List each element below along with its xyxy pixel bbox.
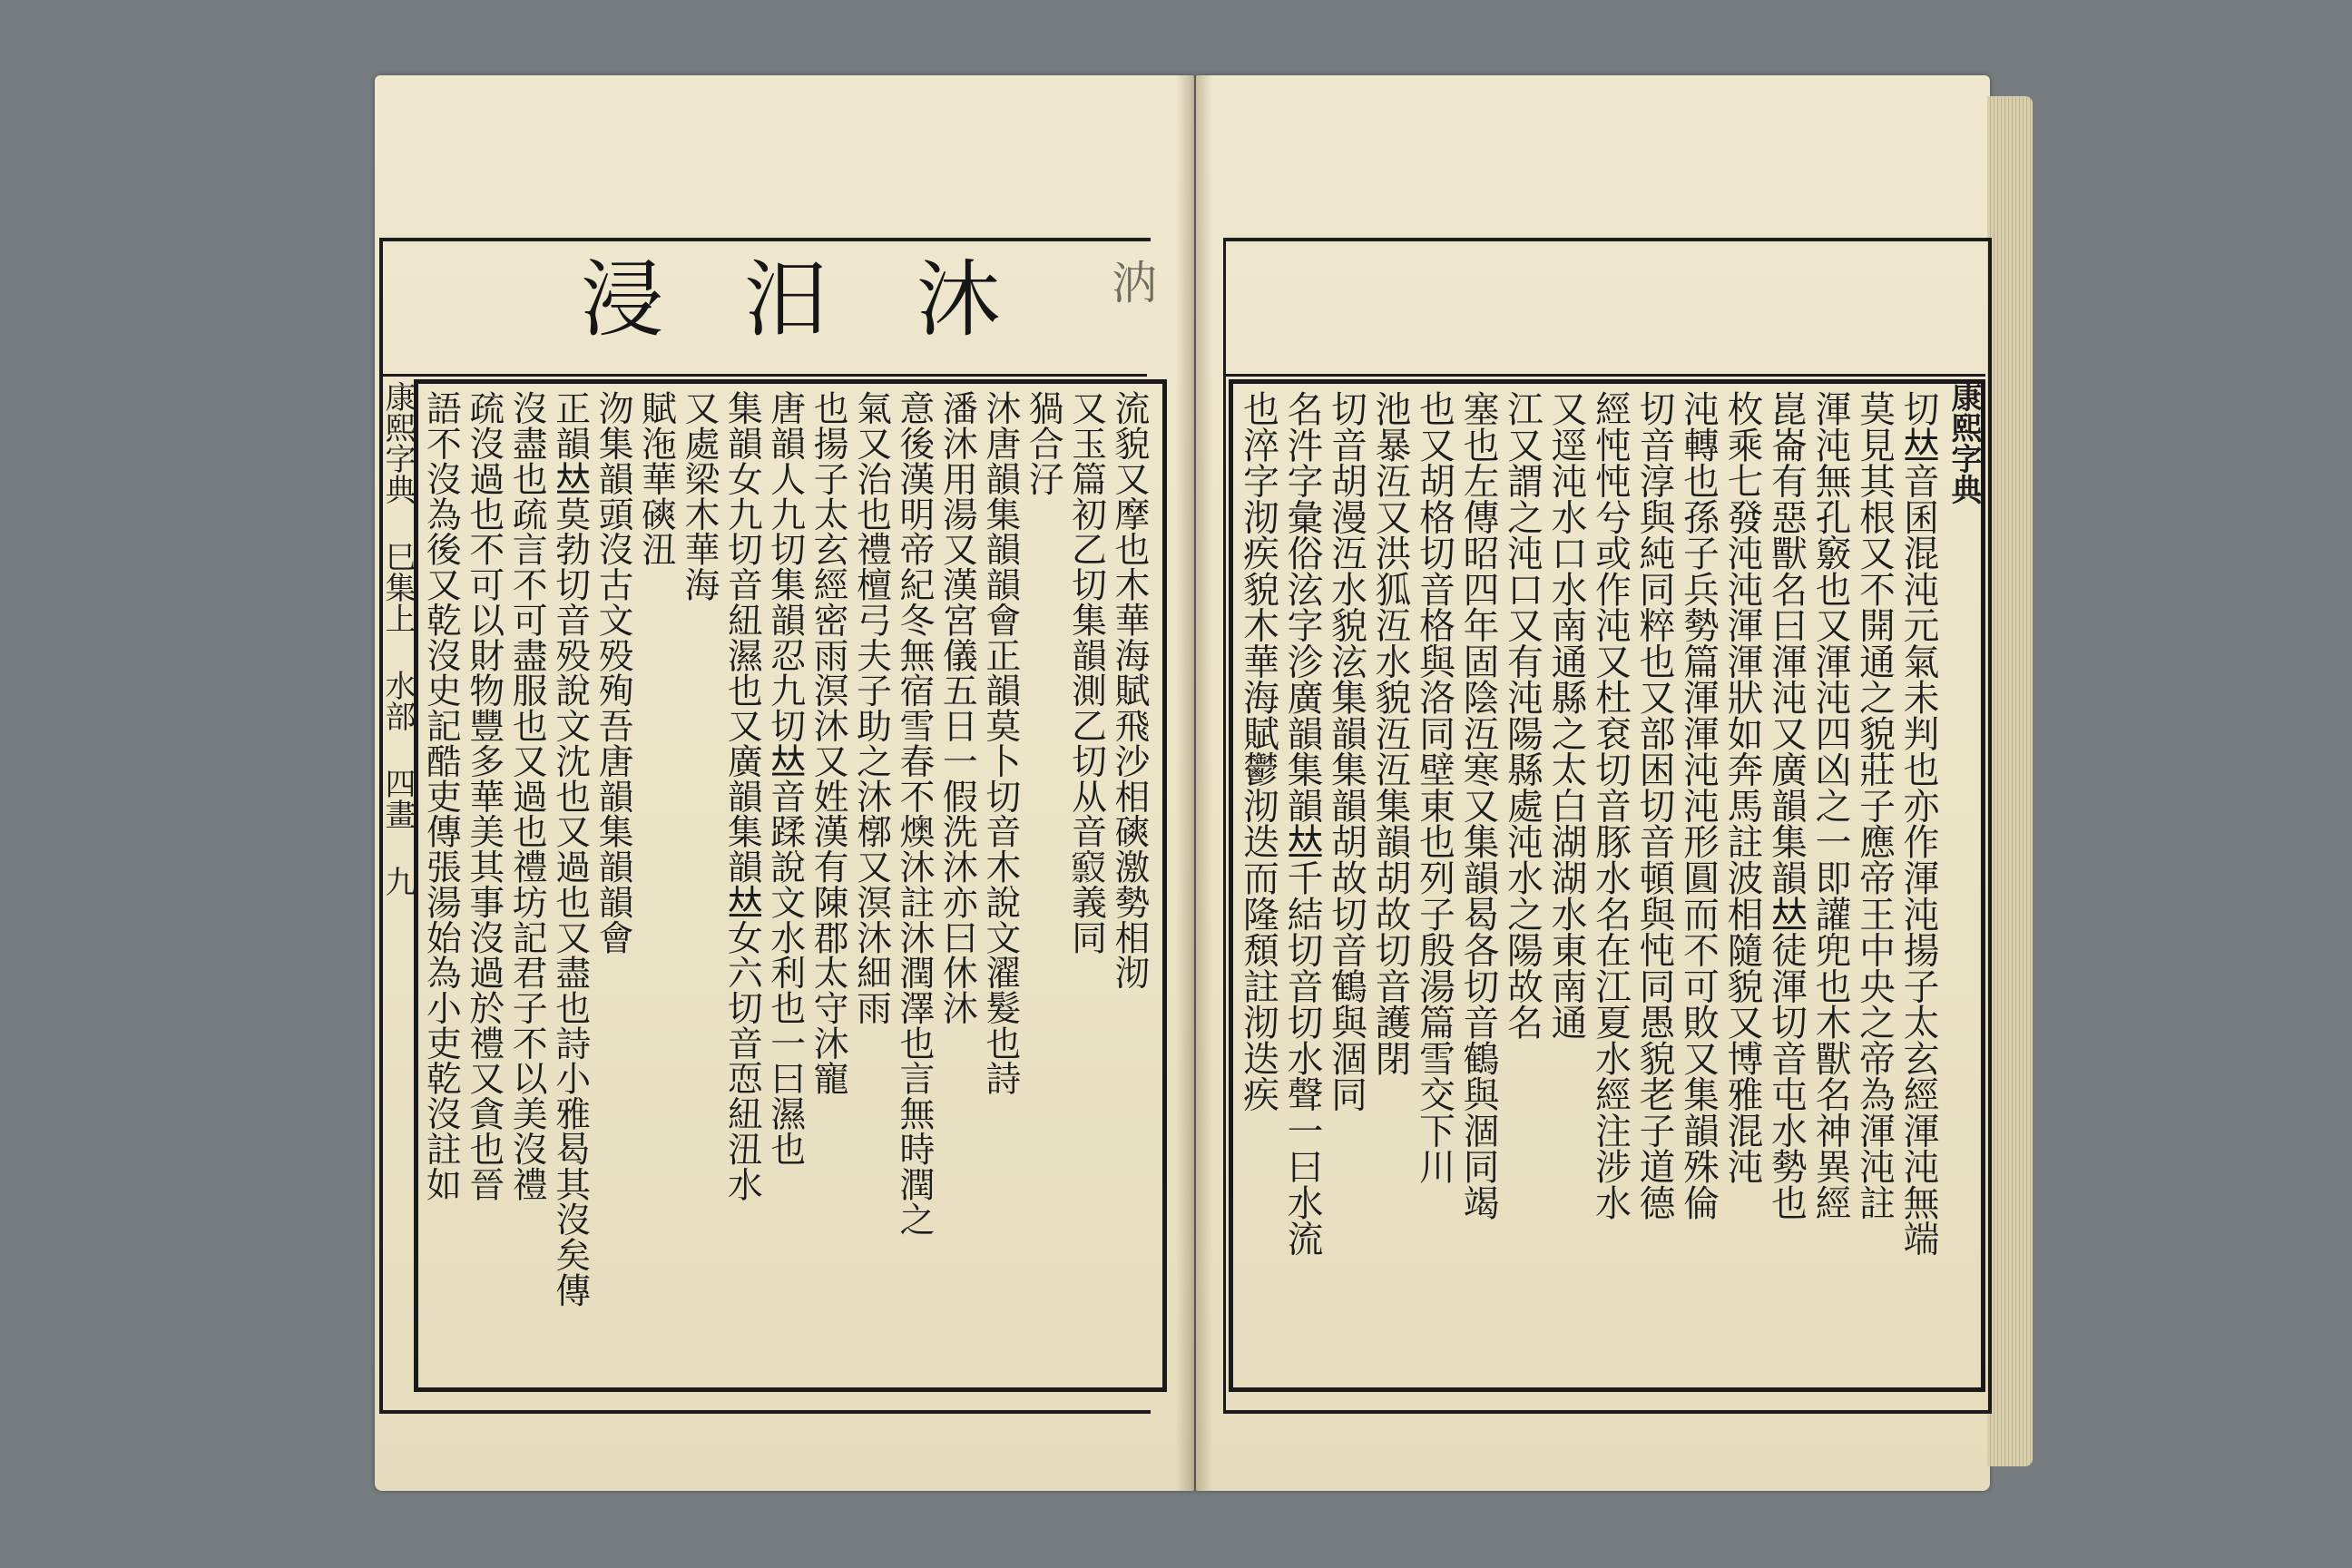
left-text-column: 唐韻人九切集韻忍九切𠀤音蹂說文水利也一曰濕也 [764, 390, 806, 1167]
right-text-column: 池暴沍又洪狐沍水貌沍沍集韻胡故切音護閉 [1369, 390, 1411, 1076]
right-text-column: 切音胡漫沍水貌泫集韻集韻胡故切音鶴與涸同 [1325, 390, 1367, 1112]
right-text-column: 也淬字沏疾貌木華海賦鬱沏迭而隆頹註沏迭疾 [1237, 390, 1279, 1112]
left-text-column: 猧合汓 [1023, 390, 1064, 496]
margin-radical: 水部 [379, 670, 416, 731]
seal-char-1: 沐 [916, 251, 1001, 348]
left-text-column: 沐唐韻集韻韻會正韻莫卜切音木說文濯髮也詩 [979, 390, 1021, 1096]
left-margin-strip [379, 381, 416, 1379]
right-text-column: 經忳忳兮或作沌又杜袞切音豚水名在江夏水經注涉水 [1589, 390, 1632, 1220]
book-gutter [1176, 75, 1212, 1491]
right-text-column: 名汼字彙俗泫字沴廣韻集韻𠀤千結切音切水聲一曰水流 [1281, 390, 1323, 1257]
right-text-column: 枚乘七發沌沌渾渾狀如奔馬註波相隨貌又博雅混沌 [1721, 390, 1763, 1184]
right-text-column: 渾沌無孔竅也又渾沌四凶之一即讙兜也木獸名神異經 [1809, 390, 1851, 1220]
right-text-column: 沌轉也孫子兵勢篇渾渾沌沌形圓而不可敗又集韻殊倫 [1677, 390, 1720, 1220]
left-text-column: 又處梁木華海 [678, 390, 720, 603]
seal-char-3: 浸 [581, 251, 665, 348]
margin-page-number: 九 [379, 866, 416, 897]
left-text-column: 沕集韻頭沒古文殁殉吾唐韻集韻韻會 [593, 390, 634, 955]
right-text-column: 江又謂之沌口又有沌陽縣處沌水之陽故名 [1501, 390, 1544, 1040]
right-text-column: 塞也左傳昭四年固陰沍寒又集韻曷各切音鶴與涸同竭 [1457, 390, 1499, 1220]
left-text-column: 意後漢明帝紀冬無宿雪春不燠沐註沐潤澤也言無時潤之 [893, 390, 935, 1237]
right-text-column: 也又胡格切音格與洛同壁東也列子殷湯篇雪交下川 [1413, 390, 1455, 1184]
right-margin-title: 康熙字典 [1945, 381, 1982, 505]
left-text-column: 沒盡也疏言不可盡服也又過也禮坊記君子不以美沒禮 [506, 390, 548, 1202]
left-text-column: 語不沒為後又乾沒史記酷吏傳張湯始為小吏乾沒註如 [420, 390, 462, 1202]
left-text-column: 正韻𠀤莫勃切音殁說文沈也又過也又盡也詩小雅曷其沒矣傳 [549, 390, 591, 1308]
right-heading-band [1223, 238, 1985, 377]
left-text-column: 也揚子太玄經密雨溟沐又姓漢有陳郡太守沐寵 [808, 390, 849, 1096]
margin-strokes: 四畫 [379, 768, 416, 829]
left-text-column: 疏沒過也不可以財物豐多華美其事沒過於禮又貪也晉 [463, 390, 505, 1202]
left-text-column: 賦沲華磢沑 [635, 390, 677, 567]
right-margin-strip [1942, 381, 1982, 653]
seal-char-2: 汨 [744, 251, 828, 348]
left-text-column: 流貌又摩也木華海賦飛沙相磢激勢相沏 [1108, 390, 1150, 990]
leaf-label: 汭 [1104, 259, 1157, 304]
left-text-column: 氣又治也禮檀弓夫子助之沐槨又溟沐細雨 [850, 390, 892, 1025]
right-text-column: 切音淳與純同粹也又部困切音頓與忳同愚貌老子道德 [1633, 390, 1675, 1220]
left-text-column: 又玉篇初乙切集韻測乙切从音𥨒義同 [1065, 390, 1107, 955]
right-text-column: 崑崙有惡獸名曰渾沌又廣韻集韻𠀤徒渾切音屯水勢也 [1765, 390, 1808, 1220]
page-edges [1987, 96, 2033, 1466]
left-text-column: 潘沐用湯又漢宮儀五日一假洗沐亦曰休沐 [936, 390, 978, 1025]
left-text-column: 集韻女九切音紐濕也又廣韻集韻𠀤女六切音恧紐沑水 [721, 390, 763, 1202]
margin-section: 巳集上 [379, 541, 416, 633]
right-text-column: 切𠀤音囷混沌元氣未判也亦作渾沌揚子太玄經渾沌無端 [1897, 390, 1939, 1257]
right-text-column: 又逕沌水口水南通縣之太白湖湖水東南通 [1545, 390, 1587, 1040]
margin-title: 康熙字典 [379, 381, 416, 505]
right-text-column: 莫見其根又不開通之貌莊子應帝王中央之帝為渾沌註 [1853, 390, 1896, 1220]
